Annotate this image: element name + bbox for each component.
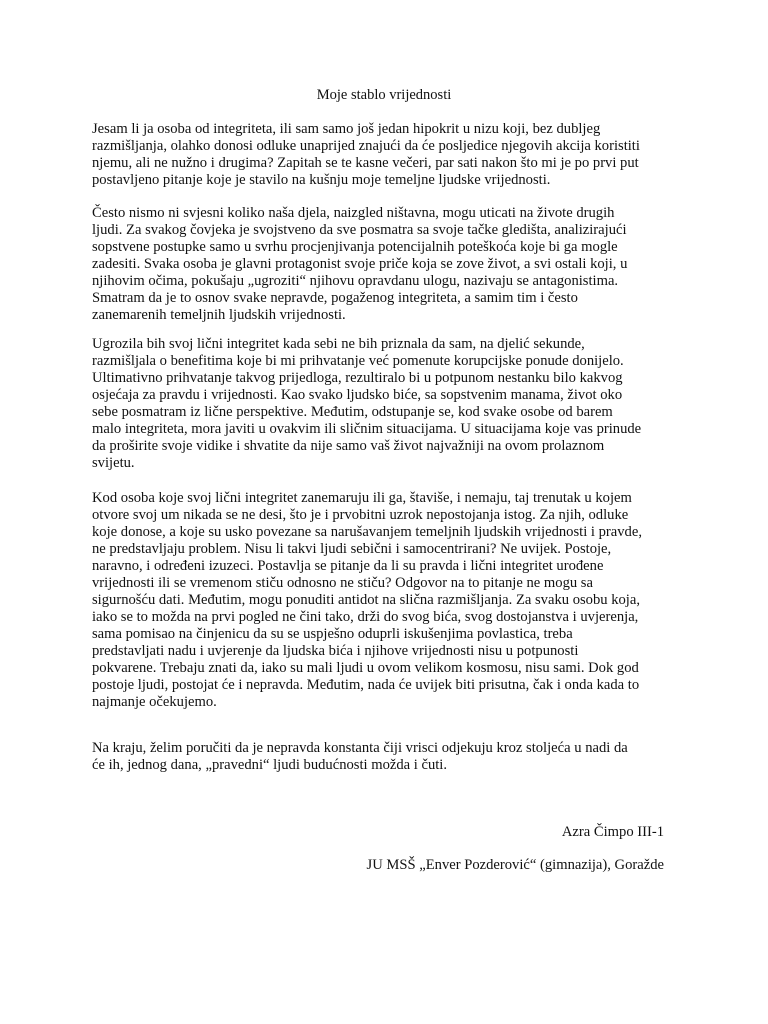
text-line: ljudi. Za svakog čovjeka je svojstveno da sve posmatra sa svoje tačke gledišta, analizirajući xyxy=(92,222,627,238)
text-line: razmišljala o benefitima koje bi mi prihvatanje već pomenute korupcijske ponude donijelo. xyxy=(92,353,624,369)
text-line: vrijednosti ili se vremenom stiču odnosno ne stiču? Odgovor na to pitanje ne mogu sa xyxy=(92,575,593,591)
text-line: sama pomisao na činjenicu da su se uspješno oduprli iskušenjima povlastica, treba xyxy=(92,626,573,642)
text-line: iako se to možda na prvi pogled ne čini tako, drži do svog bića, svog dostojanstva i uvjerenja, xyxy=(92,609,639,625)
paragraph-3 xyxy=(92,336,692,472)
text-line: Smatram da je to osnov svake nepravde, pogaženog integriteta, a samim tim i često xyxy=(92,290,578,306)
text-line: koje donose, a koje su usko povezane sa narušavanjem temeljnih ljudskih vrijednosti i pravde, xyxy=(92,524,642,540)
author-signature: Azra Čimpo III-1 xyxy=(561,824,664,840)
text-line: će ih, jednog dana, „pravedni“ ljudi budućnosti možda i čuti. xyxy=(92,757,448,773)
text-line: predstavljati nadu i uvjerenje da ljudska bića i njihove vrijednosti nisu u potpunosti xyxy=(92,643,579,659)
text-line: malo integriteta, mora javiti u ovakvim ili sličnim situacijama. U situacijama koje vas prinude xyxy=(92,421,642,437)
text-line: njemu, ali ne nužno i drugima? Zapitah se te kasne večeri, par sati nakon što mi je po prvi put xyxy=(92,155,639,171)
text-line: postavljeno pitanje koje je stavilo na kušnju moje temeljne ljudske vrijednosti. xyxy=(92,172,551,188)
text-line: Na kraju, želim poručiti da je nepravda konstanta čiji vrisci odjekuju kroz stoljeća u nadi da xyxy=(92,740,628,756)
paragraph-1 xyxy=(92,121,692,189)
text-line: Ugrozila bih svoj lični integritet kada sebi ne bih priznala da sam, na djelić sekunde, xyxy=(92,336,585,352)
text-line: Kod osoba koje svoj lični integritet zanemaruju ili ga, štaviše, i nemaju, taj trenutak u kojem xyxy=(92,490,632,506)
text-line: zanemarenih temeljnih ljudskih vrijednosti. xyxy=(92,307,346,323)
text-line: sebe posmatram iz lične perspektive. Međutim, odstupanje se, kod svake osobe od barem xyxy=(92,404,613,420)
text-line: svijetu. xyxy=(92,455,135,471)
school-name: JU MSŠ „Enver Pozderović“ (gimnazija), Goražde xyxy=(366,857,664,873)
text-line: osjećaja za pravdu i vrijednosti. Kao svako ljudsko biće, sa sopstvenim manama, život oko xyxy=(92,387,623,403)
text-line: ne predstavljaju problem. Nisu li takvi ljudi sebični i samocentrirani? Ne uvijek. Postoje, xyxy=(92,541,612,557)
text-line: Jesam li ja osoba od integriteta, ili sam samo još jedan hipokrit u nizu koji, bez dubljeg xyxy=(92,121,601,137)
text-line: Često nismo ni svjesni koliko naša djela, naizgled ništavna, mogu uticati na živote drugih xyxy=(92,205,615,221)
document-title: Moje stablo vrijednosti xyxy=(316,87,452,103)
paragraph-4 xyxy=(92,490,692,711)
text-line: Ultimativno prihvatanje takvog prijedloga, rezultiralo bi u potpunom nestanku bilo kakvog xyxy=(92,370,623,386)
text-line: da proširite svoje vidike i shvatite da nije samo vaš život najvažniji na ovom prolaznom xyxy=(92,438,605,454)
text-line: njihovim očima, pokušaju „ugroziti“ njihovu opravdanu ulogu, nazivaju se antagonistima. xyxy=(92,273,619,289)
text-line: postoje ljudi, postojat će i nepravda. Međutim, nada će uvijek biti prisutna, čak i onda kada to xyxy=(92,677,640,693)
text-line: sigurnošću dati. Međutim, mogu ponuditi antidot na slična razmišljanja. Za svaku osobu koja, xyxy=(92,592,640,608)
text-line: sopstvene postupke samo u svrhu procjenjivanja potencijalnih poteškoća koje bi ga mogle xyxy=(92,239,618,255)
text-line: zadesiti. Svaka osoba je glavni protagonist svoje priče koja se zove život, a svi ostali koji, u xyxy=(92,256,628,272)
paragraph-2 xyxy=(92,205,692,324)
paragraph-5 xyxy=(92,740,692,774)
text-line: pokvarene. Trebaju znati da, iako su mali ljudi u ovom velikom kosmosu, nisu sami. Dok god xyxy=(92,660,639,676)
text-line: naravno, i određeni izuzeci. Postavlja se pitanje da li su pravda i lični integritet urođene xyxy=(92,558,604,574)
text-line: razmišljanja, olahko donosi odluke unaprijed znajući da će posljedice njegovih akcija koristiti xyxy=(92,138,640,154)
text-line: najmanje očekujemo. xyxy=(92,694,217,710)
text-line: otvore svoj um nikada se ne desi, što je i prvobitni uzrok nepostojanja istog. Za njih, odluke xyxy=(92,507,629,523)
